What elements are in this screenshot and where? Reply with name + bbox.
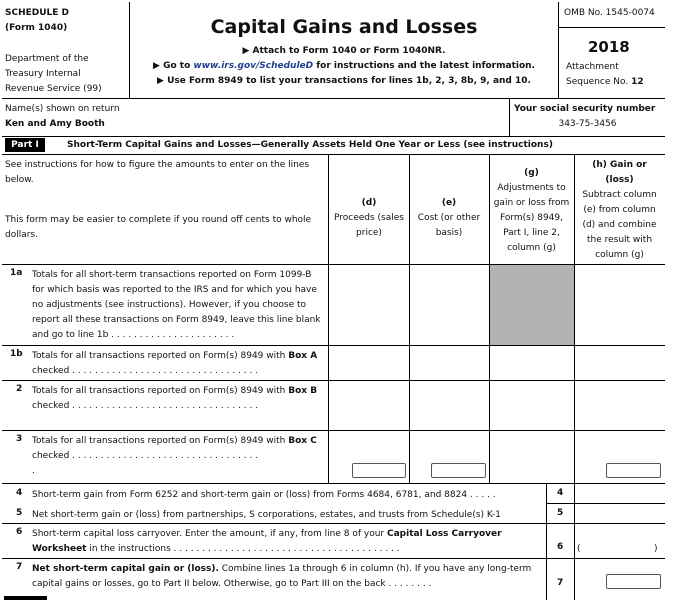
form-ref: (Form 1040) xyxy=(5,23,68,33)
line-2-number: 2 xyxy=(16,384,23,394)
omb-number: OMB No. 1545-0074 xyxy=(564,8,655,18)
line-6-number: 6 xyxy=(16,527,23,537)
line-1b-text: Totals for all transactions reported on Form(s) 8949 with Box A checked . . . . . . . . . . . . . . . . . . . . . . . . . . . . . . . . . xyxy=(32,351,318,376)
line-6-paren-close: ) xyxy=(654,544,658,554)
irs-link[interactable]: www.irs.gov/ScheduleD xyxy=(193,61,314,71)
line-3-text: Totals for all transactions reported on Form(s) 8949 with Box C checked . . . . . . . . . . . . . . . . . . . . . . . . . . . . . . . . . . xyxy=(32,436,317,476)
line-7-number: 7 xyxy=(16,562,23,572)
intro-line-2: below. xyxy=(5,175,34,185)
line-6-paren-open: ( xyxy=(577,544,581,554)
line-6-text: Short-term capital loss carryover. Enter the amount, if any, from line 8 of your Capital Loss Carryover Worksheet in the instructions . . . . . . . . . . . . . . . . . . . . . . . . . . . . . . . . . . . . . . . . xyxy=(32,529,502,554)
line-3-col-e-input[interactable] xyxy=(431,463,486,478)
line-7-text: Net short-term capital gain or (loss). Combine lines 1a through 6 in column (h). If you have any long-term capital gains or losses, go to Part II below. Otherwise, go to Part III on the back . . . . . . . . xyxy=(32,564,532,589)
attach-instruction: ▶ Attach to Form 1040 or Form 1040NR. xyxy=(242,46,446,56)
name-value[interactable]: Ken and Amy Booth xyxy=(5,119,105,129)
schedule-label: SCHEDULE D xyxy=(5,8,70,18)
sequence-label: Sequence No. 12 xyxy=(566,77,644,87)
intro-line-4: dollars. xyxy=(5,230,38,240)
line-3-col-d-input[interactable] xyxy=(352,463,406,478)
col-h-header: (h) Gain or (loss) Subtract column (e) from column (d) and combine the result with column (g) xyxy=(582,160,657,260)
dept-line-3: Revenue Service (99) xyxy=(5,84,102,94)
ssn-label: Your social security number xyxy=(514,104,656,114)
intro-line-1: See instructions for how to figure the amounts to enter on the lines xyxy=(5,160,310,170)
line-4-number: 4 xyxy=(16,488,23,498)
name-label: Name(s) shown on return xyxy=(5,104,120,114)
form-title: Capital Gains and Losses xyxy=(210,16,478,38)
line-1b-number: 1b xyxy=(10,349,23,359)
goto-post: for instructions and the latest information. xyxy=(313,61,535,71)
col-d-header: (d) Proceeds (sales price) xyxy=(333,198,404,238)
goto-instruction xyxy=(130,59,558,74)
line-3-number: 3 xyxy=(16,434,23,444)
line-1a-text: Totals for all short-term transactions reported on Form 1099-B for which basis was reported to the IRS and for which you have no adjustments (see instructions). However, if you choose to report all these transactions on Form 8949, leave this line blank and go to line 1b . . . . . . . . . . . . . . . . . . . . . . xyxy=(32,270,321,340)
line-1a-col-g-shaded xyxy=(490,265,574,345)
line-4-box-number: 4 xyxy=(557,488,564,498)
line-5-box-number: 5 xyxy=(557,508,564,518)
tax-year: 2018 xyxy=(588,38,630,56)
line-3-col-h-input[interactable] xyxy=(606,463,661,478)
line-7-col-h-input[interactable] xyxy=(606,574,661,589)
line-6-box-number: 6 xyxy=(557,542,564,552)
sequence-number: 12 xyxy=(631,77,644,87)
col-g-header: (g) Adjustments to gain or loss from Form(s) 8949, Part I, line 2, column (g) xyxy=(493,168,570,253)
line-1a-number: 1a xyxy=(10,268,23,278)
goto-pre: ▶ Go to xyxy=(153,61,194,71)
part-i-title: Short-Term Capital Gains and Losses—Generally Assets Held One Year or Less (see instructions) xyxy=(67,140,553,150)
line-5-text: Net short-term gain or (loss) from partnerships, S corporations, estates, and trusts from Schedule(s) K-1 xyxy=(32,510,501,520)
dept-line-2: Treasury Internal xyxy=(5,69,81,79)
use-8949-instruction: ▶ Use Form 8949 to list your transactions for lines 1b, 2, 3, 8b, 9, and 10. xyxy=(157,76,531,86)
intro-line-3: This form may be easier to complete if you round off cents to whole xyxy=(5,215,312,225)
line-5-number: 5 xyxy=(16,508,23,518)
line-7-box-number: 7 xyxy=(557,578,564,588)
ssn-value[interactable]: 343-75-3456 xyxy=(558,119,617,129)
part-ii-tag-edge xyxy=(4,596,47,600)
line-4-text: Short-term gain from Form 6252 and short-term gain or (loss) from Forms 4684, 6781, and 8824 . . . . . xyxy=(32,490,496,500)
attachment-label: Attachment xyxy=(566,62,619,72)
col-e-header: (e) Cost (or other basis) xyxy=(417,198,481,238)
line-2-text: Totals for all transactions reported on Form(s) 8949 with Box B checked . . . . . . . . . . . . . . . . . . . . . . . . . . . . . . . . . xyxy=(32,386,318,411)
part-i-tag: Part I xyxy=(5,138,45,152)
dept-line-1: Department of the xyxy=(5,54,89,64)
